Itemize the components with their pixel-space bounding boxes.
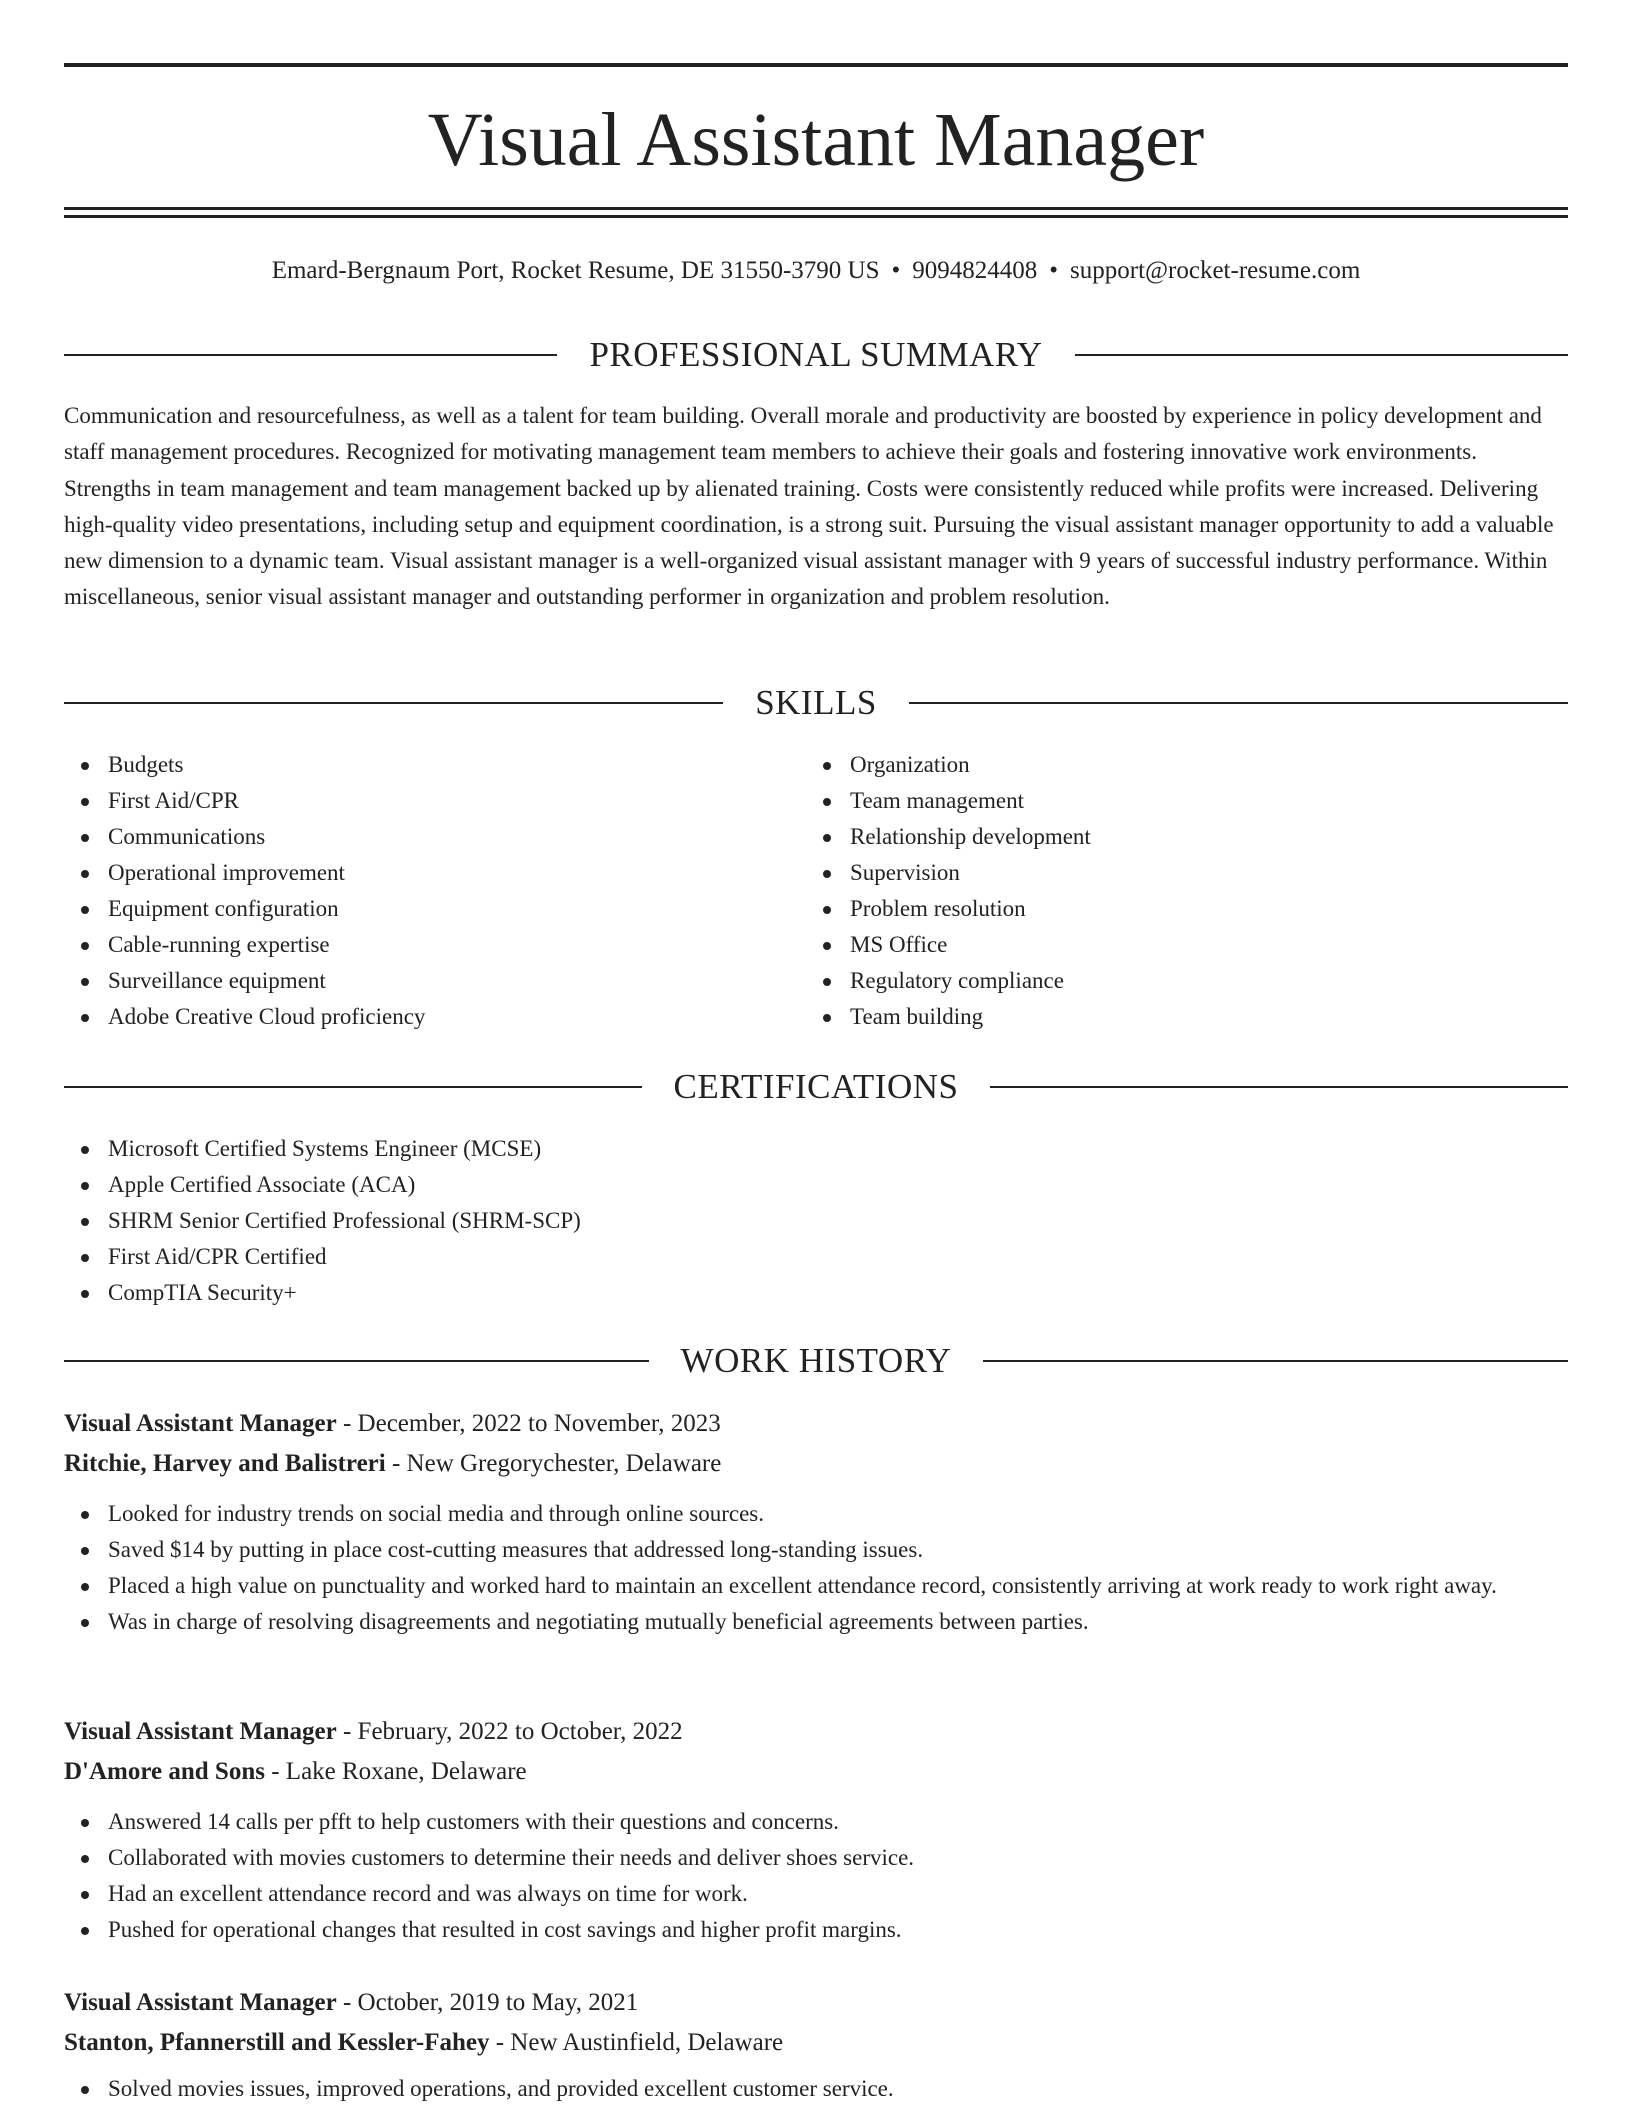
job-title-line: Visual Assistant Manager - February, 2022 to October, 2022 — [64, 1718, 683, 1745]
certification-item: First Aid/CPR Certified — [64, 1239, 1568, 1275]
job-company-line: Ritchie, Harvey and Balistreri - New Gregorychester, Delaware — [64, 1450, 722, 1477]
skill-item: Relationship development — [806, 819, 1546, 855]
candidate-name: Visual Assistant Manager — [427, 98, 1205, 182]
job-dates: February, 2022 to October, 2022 — [357, 1718, 683, 1745]
skills-left-column — [64, 747, 804, 1035]
summary-heading — [64, 333, 1568, 377]
skill-item: First Aid/CPR — [64, 783, 804, 819]
summary-title: PROFESSIONAL SUMMARY — [589, 335, 1043, 374]
job-title-line: Visual Assistant Manager - October, 2019 to May, 2021 — [64, 1989, 639, 2016]
skills-title: SKILLS — [755, 683, 877, 722]
job-company: D'Amore and Sons — [64, 1758, 265, 1785]
summary-text: Communication and resourcefulness, as well as a talent for team building. Overall morale and productivity are boosted by experience in policy development and staff management procedures. Recognized for motivating management team members to achieve their goals and fostering innovative work environments. Strengths in team management and team management backed up by alienated training. Costs were consistently reduced while profits were increased. Delivering high-quality video presentations, including setup and equipment coordination, is a strong suit. Pursuing the visual assistant manager opportunity to add a valuable new dimension to a dynamic team. Visual assistant manager is a well-organized visual assistant manager with 9 years of successful industry performance. Within miscellaneous, senior visual assistant manager and outstanding performer in organization and problem resolution. — [64, 403, 1554, 610]
skill-item: Surveillance equipment — [64, 963, 804, 999]
job-bullets — [64, 1804, 1568, 1948]
job-company-line: Stanton, Pfannerstill and Kessler-Fahey - New Austinfield, Delaware — [64, 2029, 784, 2056]
skill-item: Communications — [64, 819, 804, 855]
job-bullet: Had an excellent attendance record and was always on time for work. — [64, 1876, 1568, 1912]
skill-item: Budgets — [64, 747, 804, 783]
skills-right-list — [806, 747, 1546, 1035]
heading-rule — [983, 1360, 1568, 1362]
job-entry — [64, 1983, 1568, 2107]
skill-item: Equipment configuration — [64, 891, 804, 927]
contact-line — [64, 254, 1568, 288]
certifications-section — [64, 1131, 1568, 1311]
certifications-title: CERTIFICATIONS — [673, 1067, 959, 1106]
skill-item: Supervision — [806, 855, 1546, 891]
certifications-heading — [64, 1065, 1568, 1109]
heading-rule — [64, 702, 723, 704]
job-company: Ritchie, Harvey and Balistreri — [64, 1450, 386, 1477]
contact-separator: • — [1049, 257, 1059, 284]
header-double-rule — [64, 207, 1568, 218]
skill-item: Adobe Creative Cloud proficiency — [64, 999, 804, 1035]
heading-rule — [64, 1360, 649, 1362]
top-rule — [64, 63, 1568, 67]
job-bullet: Collaborated with movies customers to determine their needs and deliver shoes service. — [64, 1840, 1568, 1876]
heading-rule — [990, 1086, 1568, 1088]
job-role: Visual Assistant Manager — [64, 1410, 337, 1437]
skill-item: Team building — [806, 999, 1546, 1035]
job-entry — [64, 1712, 1568, 1948]
job-bullets — [64, 1496, 1568, 1640]
heading-rule — [909, 702, 1568, 704]
job-bullet: Was in charge of resolving disagreements and negotiating mutually beneficial agreements between parties. — [64, 1604, 1568, 1640]
skill-item: Organization — [806, 747, 1546, 783]
job-bullet: Answered 14 calls per pfft to help customers with their questions and concerns. — [64, 1804, 1568, 1840]
certification-item: Microsoft Certified Systems Engineer (MCSE) — [64, 1131, 1568, 1167]
skill-item: MS Office — [806, 927, 1546, 963]
work-history-heading — [64, 1339, 1568, 1383]
job-title-line: Visual Assistant Manager - December, 2022 to November, 2023 — [64, 1410, 721, 1437]
skill-item: Operational improvement — [64, 855, 804, 891]
job-bullets — [64, 2071, 1568, 2107]
job-dates: October, 2019 to May, 2021 — [357, 1989, 639, 2016]
job-role: Visual Assistant Manager — [64, 1989, 337, 2016]
skills-right-column — [806, 747, 1546, 1035]
heading-rule — [64, 1086, 642, 1088]
certification-item: CompTIA Security+ — [64, 1275, 1568, 1311]
skill-item: Cable-running expertise — [64, 927, 804, 963]
job-bullet: Looked for industry trends on social media and through online sources. — [64, 1496, 1568, 1532]
heading-rule — [1075, 354, 1568, 356]
job-dates: December, 2022 to November, 2023 — [357, 1410, 721, 1437]
heading-rule — [64, 354, 557, 356]
job-bullet: Solved movies issues, improved operations, and provided excellent customer service. — [64, 2071, 1568, 2107]
certification-item: SHRM Senior Certified Professional (SHRM-SCP) — [64, 1203, 1568, 1239]
skill-item: Problem resolution — [806, 891, 1546, 927]
contact-address: Emard-Bergnaum Port, Rocket Resume, DE 31550-3790 US — [271, 257, 880, 284]
skills-left-list — [64, 747, 804, 1035]
job-company-line: D'Amore and Sons - Lake Roxane, Delaware — [64, 1758, 527, 1785]
skills-heading — [64, 681, 1568, 725]
contact-separator: • — [891, 257, 901, 284]
skill-item: Regulatory compliance — [806, 963, 1546, 999]
job-bullet: Pushed for operational changes that resulted in cost savings and higher profit margins. — [64, 1912, 1568, 1948]
job-location: New Austinfield, Delaware — [510, 2029, 784, 2056]
job-bullet: Saved $14 by putting in place cost-cutting measures that addressed long-standing issues. — [64, 1532, 1568, 1568]
job-role: Visual Assistant Manager — [64, 1718, 337, 1745]
contact-email: support@rocket-resume.com — [1070, 257, 1361, 284]
job-entry — [64, 1404, 1568, 1640]
job-bullet: Placed a high value on punctuality and worked hard to maintain an excellent attendance record, consistently arriving at work ready to work right away. — [64, 1568, 1568, 1604]
job-location: Lake Roxane, Delaware — [285, 1758, 527, 1785]
job-company: Stanton, Pfannerstill and Kessler-Fahey — [64, 2029, 490, 2056]
contact-phone: 9094824408 — [912, 257, 1038, 284]
skill-item: Team management — [806, 783, 1546, 819]
certification-item: Apple Certified Associate (ACA) — [64, 1167, 1568, 1203]
certifications-list — [64, 1131, 1568, 1311]
work-history-title: WORK HISTORY — [680, 1341, 952, 1380]
job-location: New Gregorychester, Delaware — [406, 1450, 722, 1477]
